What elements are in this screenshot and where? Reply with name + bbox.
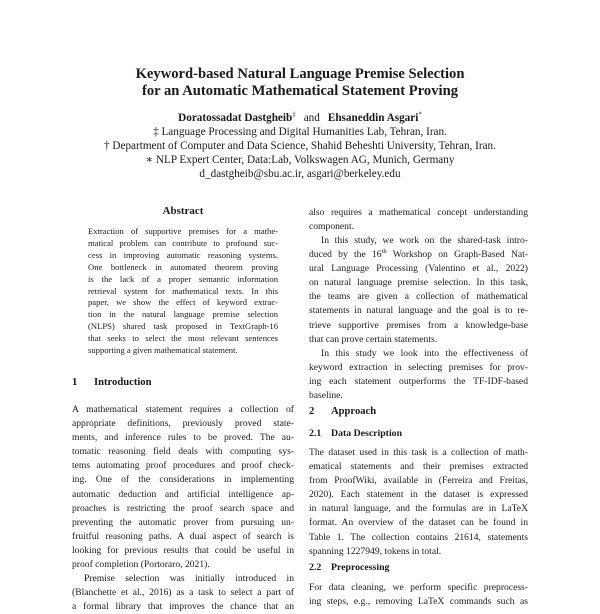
abstract-line: is the lack of a proper semantic information xyxy=(88,273,278,284)
abstract-line: Extraction of supportive premises for a mathe- xyxy=(88,226,278,236)
subsection-data-description-heading xyxy=(309,428,402,439)
author-1-mark: ‡ xyxy=(292,110,296,119)
subsection-title: Data Description xyxy=(331,428,403,439)
subsection-preprocessing-heading xyxy=(309,562,389,573)
author-2: Ehsaneddin Asgari xyxy=(327,112,419,124)
study-paragraph xyxy=(309,234,528,347)
text-line: automatic deduction and artificial intelligence ap- xyxy=(72,488,294,500)
text-line: (Blanchette et al., 2016) as a task to select a part of xyxy=(72,587,294,599)
preprocessing-paragraph xyxy=(309,581,528,609)
text-line: tomatic reasoning field deals with computing sys- xyxy=(72,446,294,458)
subsection-number: 2.2 xyxy=(309,562,322,573)
text-line: In this study, we work on the shared-task intro- xyxy=(321,235,528,246)
abstract-line: retrieval system for mathematical texts. In this xyxy=(88,285,278,296)
text-line: tems automating proof procedures and proof check- xyxy=(72,460,294,472)
text-line: from ProofWiki, available in (Ferreira and Freitas, xyxy=(309,475,528,487)
paper-title-line-1: Keyword-based Natural Language Premise Selection xyxy=(135,66,465,82)
effect-paragraph xyxy=(309,347,528,403)
text-line: ematical statements and their premises extracted xyxy=(309,461,528,473)
text-line: component. xyxy=(309,221,355,233)
data-description-paragraph xyxy=(309,446,528,559)
text-line: Premise selection was initially introduced in xyxy=(84,573,294,584)
text-line: on natural language premise selection. In this task, xyxy=(309,277,528,289)
introduction-paragraph-1 xyxy=(72,403,294,572)
text-line: spanning 1227949, tokens in total. xyxy=(309,545,442,557)
text-line: format. An overview of the dataset can be found in xyxy=(309,517,528,529)
text-line: ments, and inference rules to be proved. The au- xyxy=(72,432,294,444)
section-approach-heading xyxy=(309,406,376,417)
author-and: and xyxy=(303,112,320,124)
text-line: ural Language Processing (Valentino et al., 2022) xyxy=(309,263,528,275)
text-line: in natural language, and the formulas are in LaTeX xyxy=(309,503,528,515)
text-line: that can prove certain statements. xyxy=(309,333,438,345)
abstract-line: (NLPS) shared task proposed in TextGraph-16 xyxy=(88,321,278,332)
abstract-line: tion in the natural language premise selection xyxy=(88,309,278,320)
section-title: Approach xyxy=(331,406,377,417)
section-number: 2 xyxy=(309,406,315,417)
text-fragment: Workshop on Graph-Based Nat- xyxy=(386,249,528,261)
affiliation-2: † Department of Computer and Data Science, Shahid Beheshti University, Tehran, Iran. xyxy=(104,140,496,152)
text-line: looking for previous results that could be useful in xyxy=(72,544,294,556)
text-line: ing steps, e.g., removing LaTeX commands such as xyxy=(309,596,528,608)
section-number: 1 xyxy=(72,377,78,388)
text-line: A mathematical statement requires a collection of xyxy=(72,404,294,415)
affiliation-1: ‡ Language Processing and Digital Humanities Lab, Tehran, Iran. xyxy=(153,126,447,138)
abstract-line: One bottleneck in automated theorem proving xyxy=(88,261,278,272)
text-line: baseline. xyxy=(309,390,343,402)
text-line: proaches is restricting the proof search space and xyxy=(72,502,294,514)
ordinal-suffix: th xyxy=(381,248,387,255)
text-line: Table 1. The collection contains 21614, statements xyxy=(309,531,528,543)
text-line: trieve supportive premises from a knowledge-base xyxy=(309,319,528,331)
abstract-line: paper, we show the effect of keyword extrac- xyxy=(88,297,278,308)
author-emails: d_dastgheib@sbu.ac.ir, asgari@berkeley.edu xyxy=(199,168,401,180)
abstract-line: cess in improving automatic reasoning systems. xyxy=(88,249,278,260)
text-line: 2020). Each statement in the dataset is expressed xyxy=(309,489,528,501)
text-line: preventing the automatic prover from pursuing un- xyxy=(72,516,294,528)
text-line: a formal library that improves the chance that an xyxy=(72,601,294,613)
text-line: The dataset used in this task is a collection of math- xyxy=(309,447,528,458)
text-line: For data cleaning, we perform specific preprocess- xyxy=(309,582,528,593)
section-title: Introduction xyxy=(94,377,152,388)
text-line xyxy=(309,248,528,262)
paper-title-line-2: for an Automatic Mathematical Statement Proving xyxy=(141,83,458,99)
introduction-paragraph-2 xyxy=(72,572,294,614)
text-line: keyword extraction in selecting premises for prov- xyxy=(309,362,528,374)
text-line: the teams are given a collection of mathematical xyxy=(309,291,528,303)
text-fragment: duced by the 16 xyxy=(309,249,382,261)
section-introduction-heading xyxy=(72,377,152,388)
abstract-line: that seeks to select the most relevant sentences xyxy=(88,333,278,344)
author-list xyxy=(0,112,600,125)
text-line: ing each statement outperforms the TF-IDF-based xyxy=(309,376,528,388)
right-continuation-paragraph xyxy=(309,206,528,234)
text-line: ing. One of the considerations in implementing xyxy=(72,474,294,486)
text-line: proof completion (Portoraro, 2021). xyxy=(72,559,210,571)
text-line: also requires a mathematical concept understanding xyxy=(309,207,528,218)
author-1: Doratossadat Dastgheib xyxy=(178,112,293,124)
text-line: appropriate definitions, previously proved state- xyxy=(72,418,294,430)
author-2-mark: * xyxy=(418,110,422,119)
text-line: statements in natural language and the goal is to re- xyxy=(309,305,528,317)
abstract-line: matical problem can contribute to profound suc- xyxy=(88,237,278,248)
affiliation-3: ∗ NLP Expert Center, Data:Lab, Volkswagen AG, Munich, Germany xyxy=(145,154,455,166)
subsection-title: Preprocessing xyxy=(331,562,390,573)
text-line: In this study we look into the effectiveness of xyxy=(321,348,528,359)
abstract-text xyxy=(88,226,278,357)
subsection-number: 2.1 xyxy=(309,428,322,439)
abstract-heading: Abstract xyxy=(162,205,204,217)
text-line: fruitful reasoning paths. A dual aspect of search is xyxy=(72,530,294,542)
abstract-line: supporting a given mathematical statement. xyxy=(88,345,238,356)
